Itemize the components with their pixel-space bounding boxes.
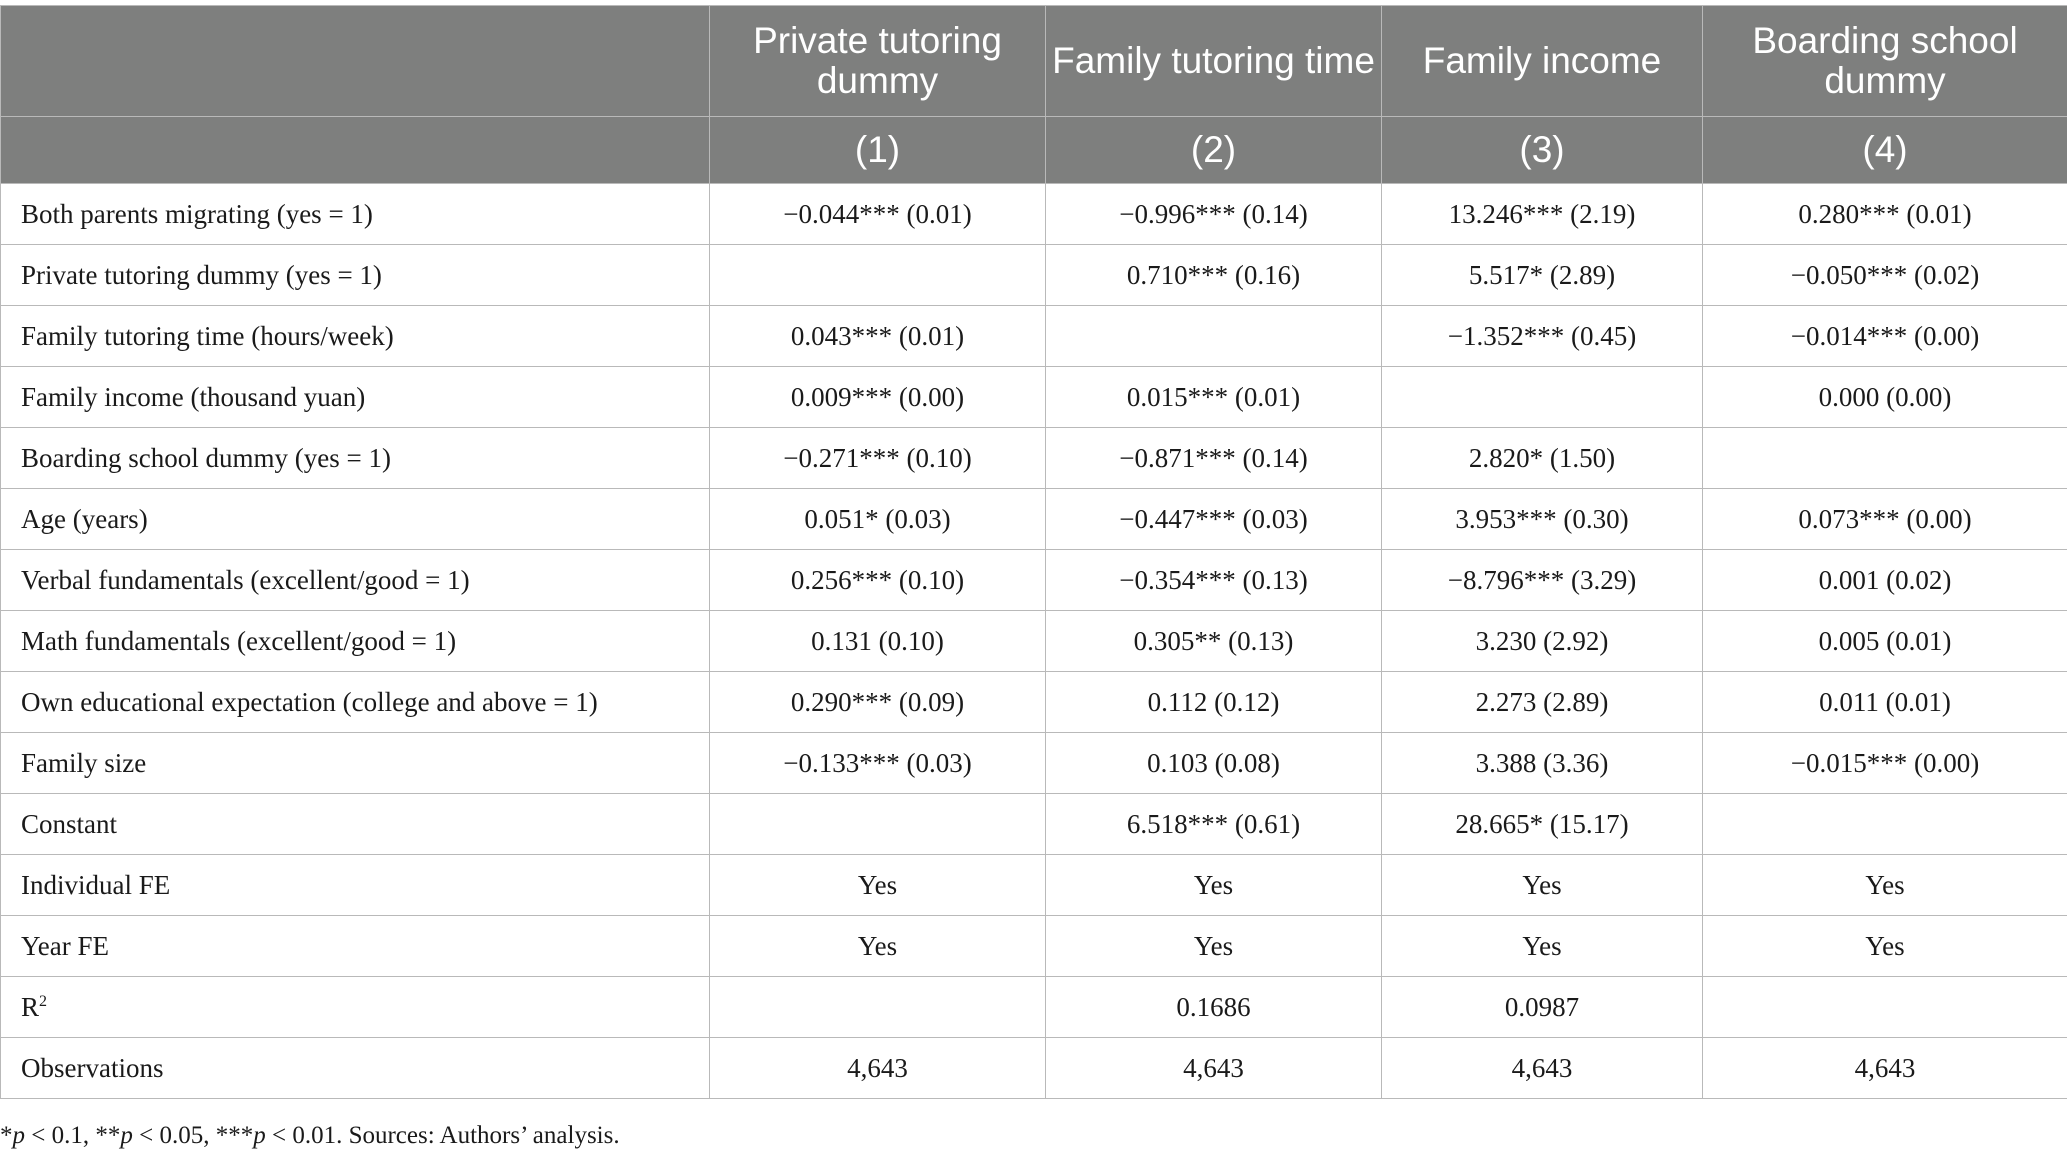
table-cell: −0.133*** (0.03) <box>710 733 1046 794</box>
table-cell: 0.256*** (0.10) <box>710 550 1046 611</box>
table-cell: 0.0987 <box>1382 977 1703 1038</box>
column-number: (2) <box>1046 117 1382 184</box>
table-cell <box>710 245 1046 306</box>
table-cell: 28.665* (15.17) <box>1382 794 1703 855</box>
row-label-r-squared <box>1 977 710 1038</box>
table-cell: 6.518*** (0.61) <box>1046 794 1382 855</box>
table-cell: 3.953*** (0.30) <box>1382 489 1703 550</box>
table-cell: Yes <box>1046 916 1382 977</box>
table-cell: 2.273 (2.89) <box>1382 672 1703 733</box>
table-row <box>1 611 2067 672</box>
table-cell: 0.051* (0.03) <box>710 489 1046 550</box>
table-cell: 0.280*** (0.01) <box>1703 184 2067 245</box>
table-cell: −0.447*** (0.03) <box>1046 489 1382 550</box>
row-label: Observations <box>1 1038 710 1099</box>
table-cell: 2.820* (1.50) <box>1382 428 1703 489</box>
footnote-text: < 0.01. Sources: Authors’ analysis. <box>265 1122 620 1149</box>
table-row <box>1 672 2067 733</box>
table-row <box>1 977 2067 1038</box>
table-cell: −0.354*** (0.13) <box>1046 550 1382 611</box>
regression-table <box>0 5 2067 1099</box>
table-cell: 0.112 (0.12) <box>1046 672 1382 733</box>
table-row <box>1 733 2067 794</box>
table-cell <box>1703 428 2067 489</box>
row-label: Constant <box>1 794 710 855</box>
table-cell: 0.009*** (0.00) <box>710 367 1046 428</box>
table-cell: 0.1686 <box>1046 977 1382 1038</box>
header-corner <box>1 117 710 184</box>
table-cell: 0.073*** (0.00) <box>1703 489 2067 550</box>
column-title: Family income <box>1382 6 1703 117</box>
table-cell: −1.352*** (0.45) <box>1382 306 1703 367</box>
table-row <box>1 428 2067 489</box>
row-label: Family tutoring time (hours/week) <box>1 306 710 367</box>
row-label: Boarding school dummy (yes = 1) <box>1 428 710 489</box>
table-row <box>1 550 2067 611</box>
table-cell: 0.305** (0.13) <box>1046 611 1382 672</box>
table-cell: 3.230 (2.92) <box>1382 611 1703 672</box>
table-cell <box>1703 794 2067 855</box>
table-cell: −0.014*** (0.00) <box>1703 306 2067 367</box>
table-cell: −0.871*** (0.14) <box>1046 428 1382 489</box>
table-cell: 4,643 <box>710 1038 1046 1099</box>
table-cell: 3.388 (3.36) <box>1382 733 1703 794</box>
row-label: Private tutoring dummy (yes = 1) <box>1 245 710 306</box>
table-cell <box>710 794 1046 855</box>
footnote-text: < 0.05, *** <box>132 1122 254 1149</box>
table-row <box>1 367 2067 428</box>
footnote-p-symbol: p <box>12 1122 25 1149</box>
footnote-p-symbol: p <box>253 1122 266 1149</box>
header-row-titles <box>1 6 2067 117</box>
row-label: Age (years) <box>1 489 710 550</box>
r-squared-exponent: 2 <box>39 992 48 1010</box>
row-label: Own educational expectation (college and above = 1) <box>1 672 710 733</box>
table-cell: 0.000 (0.00) <box>1703 367 2067 428</box>
table-cell: 0.001 (0.02) <box>1703 550 2067 611</box>
column-number: (4) <box>1703 117 2067 184</box>
row-label: Family income (thousand yuan) <box>1 367 710 428</box>
table-cell <box>710 977 1046 1038</box>
table-cell: −0.015*** (0.00) <box>1703 733 2067 794</box>
column-title: Family tutoring time <box>1046 6 1382 117</box>
table-cell <box>1382 367 1703 428</box>
table-cell: 0.011 (0.01) <box>1703 672 2067 733</box>
regression-table-container <box>0 5 2067 1099</box>
row-label: Year FE <box>1 916 710 977</box>
table-row <box>1 489 2067 550</box>
table-cell: Yes <box>1382 916 1703 977</box>
column-number: (1) <box>710 117 1046 184</box>
r-squared-letter: R <box>21 991 40 1022</box>
table-row <box>1 306 2067 367</box>
table-cell: −0.996*** (0.14) <box>1046 184 1382 245</box>
footnote-text: < 0.1, ** <box>25 1122 121 1149</box>
table-cell: Yes <box>1703 916 2067 977</box>
table-cell: 4,643 <box>1703 1038 2067 1099</box>
table-cell: 5.517* (2.89) <box>1382 245 1703 306</box>
row-label: Individual FE <box>1 855 710 916</box>
table-cell: Yes <box>710 916 1046 977</box>
table-row <box>1 245 2067 306</box>
table-cell: 0.131 (0.10) <box>710 611 1046 672</box>
table-cell: 0.103 (0.08) <box>1046 733 1382 794</box>
row-label: Both parents migrating (yes = 1) <box>1 184 710 245</box>
table-cell: Yes <box>1382 855 1703 916</box>
column-number: (3) <box>1382 117 1703 184</box>
table-cell: 0.015*** (0.01) <box>1046 367 1382 428</box>
table-cell: 0.290*** (0.09) <box>710 672 1046 733</box>
table-row <box>1 916 2067 977</box>
row-label: Verbal fundamentals (excellent/good = 1) <box>1 550 710 611</box>
table-cell: −0.271*** (0.10) <box>710 428 1046 489</box>
row-label: Family size <box>1 733 710 794</box>
table-cell: −0.044*** (0.01) <box>710 184 1046 245</box>
table-cell: Yes <box>1046 855 1382 916</box>
header-corner <box>1 6 710 117</box>
table-cell: 0.043*** (0.01) <box>710 306 1046 367</box>
table-cell: Yes <box>1703 855 2067 916</box>
table-cell: 4,643 <box>1046 1038 1382 1099</box>
table-footnote <box>0 1122 620 1150</box>
table-cell <box>1046 306 1382 367</box>
footnote-p-symbol: p <box>120 1122 133 1149</box>
table-cell: 0.005 (0.01) <box>1703 611 2067 672</box>
table-cell: 0.710*** (0.16) <box>1046 245 1382 306</box>
table-cell: −0.050*** (0.02) <box>1703 245 2067 306</box>
table-cell: 4,643 <box>1382 1038 1703 1099</box>
column-title: Boarding school dummy <box>1703 6 2067 117</box>
table-row <box>1 794 2067 855</box>
table-row <box>1 184 2067 245</box>
footnote-text: * <box>0 1122 13 1149</box>
table-row <box>1 1038 2067 1099</box>
table-cell <box>1703 977 2067 1038</box>
header-row-numbers <box>1 117 2067 184</box>
table-cell: 13.246*** (2.19) <box>1382 184 1703 245</box>
table-cell: −8.796*** (3.29) <box>1382 550 1703 611</box>
column-title: Private tutoring dummy <box>710 6 1046 117</box>
table-row <box>1 855 2067 916</box>
row-label: Math fundamentals (excellent/good = 1) <box>1 611 710 672</box>
table-cell: Yes <box>710 855 1046 916</box>
